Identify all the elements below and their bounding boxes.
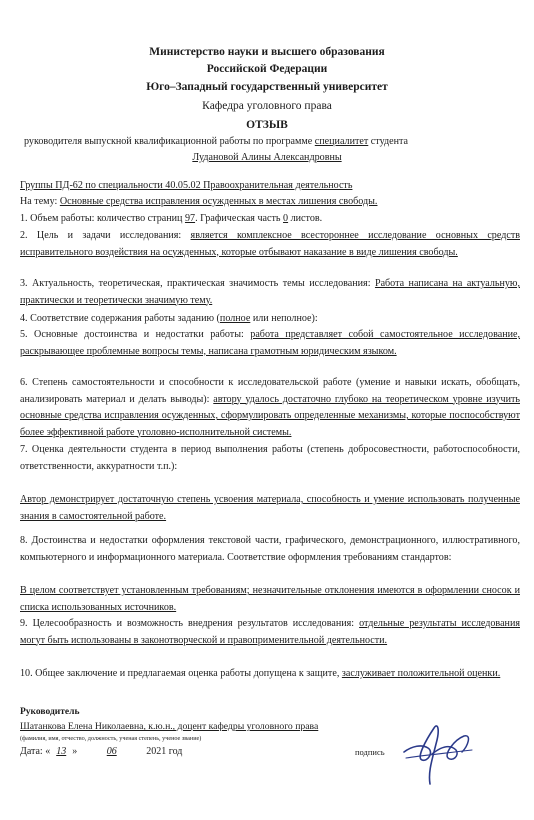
date-line: Дата: « 13 » 06 2021 год — [20, 746, 183, 757]
supervisor-name: Шатанкова Елена Николаевна, к.ю.н., доцент кафедры уголовного права — [20, 721, 319, 732]
handwritten-signature — [398, 710, 478, 790]
university-title: Юго–Западный государственный университет — [146, 81, 388, 93]
item-9: 9. Целесообразность и возможность внедрения результатов исследования: отдельные результаты исследования могут быть использованы в законотворческой и правоприменительной деятельности. — [20, 618, 520, 646]
topic-line: На тему: Основные средства исправления осужденных в местах лишения свободы. — [20, 196, 378, 207]
item-10: 10. Общее заключение и предлагаемая оценка работы допущена к защите, заслуживает положительной оценки. — [20, 668, 501, 679]
item-8: 8. Достоинства и недостатки оформления текстовой части, графического, демонстрационного, иллюстративного, компьютерного и информационного материала. Соответствие оформления требованиям стандартов: — [20, 535, 520, 563]
item-1: 1. Объем работы: количество страниц 97. Графическая часть 0 листов. — [20, 213, 323, 224]
signature-label: подпись — [355, 747, 385, 757]
item-7-answer: Автор демонстрирует достаточную степень усвоения материала, способность и умение использовать полученные знания в самостоятельной работе. — [20, 494, 520, 522]
item-8-answer: В целом соответствует установленным требованиям; незначительные отклонения имеются в оформлении сносок и списка использованных источников. — [20, 585, 520, 613]
item-4: 4. Соответствие содержания работы заданию (полное или неполное): — [20, 313, 318, 324]
item-6: 6. Степень самостоятельности и способности к исследовательской работе (умение и навыки искать, обобщать, анализировать материал и делать выводы): автору удалось достаточно глубоко на теоретическом уровне изучить основные средства исправления осужденных, сформулировать определенные механизмы, которые поспособствуют более эффективной работе уголовно-исполнительной системы. — [20, 377, 520, 438]
item-2: 2. Цель и задачи исследования: является комплексное всестороннее исследование основных средств исправительного воздействия на осужденных, которые отбывают наказание в виде лишения свободы. — [20, 230, 520, 258]
student-name: Лудановой Алины Александровны — [192, 152, 342, 163]
item-3: 3. Актуальность, теоретическая, практическая значимость темы исследования: Работа написана на актуальную, практически и теоретически значимую тему. — [20, 278, 520, 306]
item-7: 7. Оценка деятельности студента в период выполнения работы (степень добросовестности, работоспособности, ответственности, аккуратности т.п.): — [20, 444, 520, 472]
item-5: 5. Основные достоинства и недостатки работы: работа представляет собой самостоятельное исследование, раскрывающее проблемные вопросы темы, написана грамотным юридическим языком. — [20, 329, 521, 357]
intro-line: руководителя выпускной квалификационной работы по программе специалитет студента — [24, 136, 409, 147]
group-line: Группы ПД-62 по специальности 40.05.02 Правоохранительная деятельность — [20, 180, 353, 191]
supervisor-caption: (фамилия, имя, отчество, должность, ученая степень, ученое звание) — [20, 735, 202, 742]
department-title: Кафедра уголовного права — [202, 100, 332, 112]
supervisor-label: Руководитель — [20, 707, 80, 717]
ministry-title: Министерство науки и высшего образования — [149, 46, 385, 58]
federation-title: Российской Федерации — [206, 63, 328, 75]
document-type-title: ОТЗЫВ — [246, 119, 288, 131]
